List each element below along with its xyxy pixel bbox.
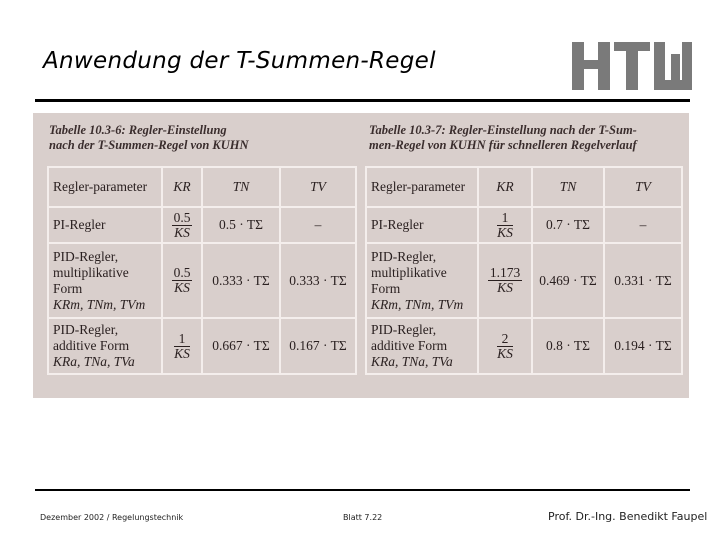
tv-cell: 0.333 · TΣ (280, 243, 356, 318)
kr-denominator: KS (174, 224, 190, 240)
table-row (366, 318, 682, 374)
kr-denominator: KS (497, 224, 513, 240)
header-cell: TN (202, 167, 280, 207)
kr-cell (478, 243, 532, 318)
header-cell: TV (604, 167, 682, 207)
table-row (366, 207, 682, 243)
kr-cell (478, 318, 532, 374)
footer-page-number: Blatt 7.22 (343, 513, 383, 522)
row-label: PID-Regler, multiplikative Form KRm, TNm, TVm (366, 243, 478, 318)
kr-denominator: KS (497, 345, 513, 361)
tn-cell: 0.333 · TΣ (202, 243, 280, 318)
kr-numerator: 0.5 (173, 209, 191, 225)
tv-cell: – (280, 207, 356, 243)
kr-cell (162, 207, 202, 243)
regler-table (365, 166, 683, 375)
tv-cell: – (604, 207, 682, 243)
row-label: PID-Regler, multiplikative Form KRm, TNm, TVm (48, 243, 162, 318)
table-caption (369, 123, 637, 153)
kr-cell (162, 318, 202, 374)
kr-numerator: 1 (174, 332, 190, 347)
table-row (48, 243, 356, 318)
tn-cell: 0.5 · TΣ (202, 207, 280, 243)
footer-left: Dezember 2002 / Regelungstechnik (40, 513, 184, 522)
kr-denominator: KS (497, 280, 513, 295)
kr-numerator: 1.173 (489, 265, 521, 280)
row-label: PI-Regler (48, 207, 162, 243)
header-cell: Regler-parameter (366, 167, 478, 207)
table-row (48, 318, 356, 374)
table-header-row (366, 167, 682, 207)
table-panel-left (33, 113, 363, 398)
table-row (366, 243, 682, 318)
tv-cell: 0.167 · TΣ (280, 318, 356, 374)
footer-author: Prof. Dr.-Ing. Benedikt Faupel (548, 510, 708, 523)
kr-numerator: 1 (497, 211, 513, 226)
header-cell: KR (162, 167, 202, 207)
bottom-rule (35, 489, 690, 491)
scanned-tables-photo (33, 113, 689, 398)
header-cell: KR (478, 167, 532, 207)
tn-cell: 0.667 · TΣ (202, 318, 280, 374)
row-label: PI-Regler (366, 207, 478, 243)
kr-cell (478, 207, 532, 243)
kr-numerator: 2 (497, 332, 513, 347)
row-label: PID-Regler, additive Form KRa, TNa, TVa (48, 318, 162, 374)
row-label: PID-Regler, additive Form KRa, TNa, TVa (366, 318, 478, 374)
table-panel-right (363, 113, 689, 398)
regler-table (47, 166, 357, 375)
kr-cell (162, 243, 202, 318)
caption-line: Tabelle 10.3-7: Regler-Einstellung nach der T-Sum- (369, 123, 637, 137)
tn-cell: 0.8 · TΣ (532, 318, 604, 374)
top-rule (35, 99, 690, 102)
caption-line: men-Regel von KUHN für schnelleren Regelverlauf (369, 138, 637, 152)
table-caption (49, 123, 249, 153)
slide-title: Anwendung der T-Summen-Regel (43, 48, 436, 74)
tv-cell: 0.194 · TΣ (604, 318, 682, 374)
kr-denominator: KS (174, 345, 190, 361)
kr-denominator: KS (174, 280, 190, 295)
header-cell: TN (532, 167, 604, 207)
tn-cell: 0.469 · TΣ (532, 243, 604, 318)
htw-logo (570, 40, 692, 92)
caption-line: nach der T-Summen-Regel von KUHN (49, 138, 249, 152)
header-cell: TV (280, 167, 356, 207)
table-header-row (48, 167, 356, 207)
caption-line: Tabelle 10.3-6: Regler-Einstellung (49, 123, 227, 137)
table-row (48, 207, 356, 243)
tn-cell: 0.7 · TΣ (532, 207, 604, 243)
kr-numerator: 0.5 (173, 265, 191, 280)
tv-cell: 0.331 · TΣ (604, 243, 682, 318)
header-cell: Regler-parameter (48, 167, 162, 207)
